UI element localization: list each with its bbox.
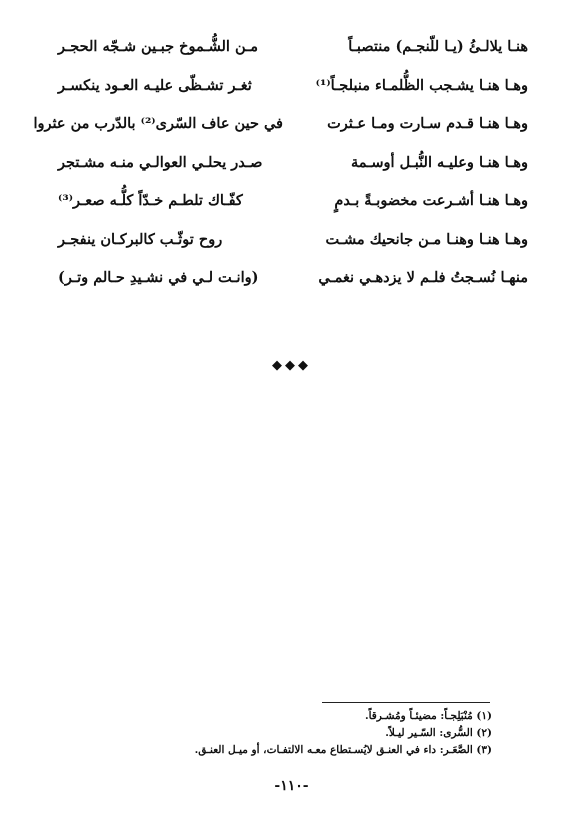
verse-3 xyxy=(33,111,528,150)
section-separator: ◆◆◆ xyxy=(272,358,311,373)
verse-7-first-hemistich: منهـا نُسـجتُ فلـم لا يزدهـي نغمـي xyxy=(318,269,528,286)
verse-6-second-hemistich: روح توثّـب كالبركـان ينفجـر xyxy=(58,230,223,248)
verse-3-first-hemistich: وهـا هنـا قـدم سـارت ومـا عـثرت xyxy=(327,115,528,132)
footnote-3: (٣) الصَّعَـر: داء في العنـق لايُسـتطاع معـه الالتفـات، أو ميـل العنـق. xyxy=(194,744,492,756)
verse-1-first-hemistich: هنـا يلالـئُ (يـا للّنجـم) منتصبـاً xyxy=(348,38,528,55)
verse-4 xyxy=(58,150,528,189)
verse-2-second-hemistich: ثغـر تشـظّى عليـه العـود ينكسـر xyxy=(58,76,252,94)
verse-4-second-hemistich: صـدر يحلـي العوالـي منـه مشـتجر xyxy=(58,153,263,171)
verse-5 xyxy=(58,188,528,227)
verse-1-second-hemistich: مـن الشُّـموخ جبـين شـجّه الحجـر xyxy=(58,38,259,55)
verse-7-second-hemistich: (وانـت لـي في نشـيدِ حـالم وتـر) xyxy=(58,269,259,286)
verse-7 xyxy=(58,265,528,304)
verse-2 xyxy=(58,73,528,112)
verse-2-first-hemistich: وهـا هنـا يشـجب الظُّلمـاء منبلجـاً⁽¹⁾ xyxy=(315,76,528,94)
verse-1 xyxy=(58,34,528,73)
verse-5-first-hemistich: وهـا هنـا أشـرعت مخضوبـةً بـدمٍ xyxy=(334,192,528,209)
verse-4-first-hemistich: وهـا هنـا وعليـه النُّبـل أوسـمة xyxy=(350,153,528,171)
verse-6-first-hemistich: وهـا هنـا وهنـا مـن جانحيك مشـت xyxy=(325,230,528,248)
poem xyxy=(33,34,528,304)
verse-5-second-hemistich: كفّـاك تلطـم خـدّاً كلُّـه صعـر⁽³⁾ xyxy=(58,192,243,209)
footnote-2: (٢) السُّرى: السّـير ليـلاً. xyxy=(385,727,492,739)
verse-3-second-hemistich: في حين عاف السّرى⁽²⁾ بالدّرب من عثروا xyxy=(33,115,283,132)
verse-6 xyxy=(58,227,528,266)
page-number: -١١٠- xyxy=(274,778,309,794)
footnote-divider xyxy=(322,702,490,703)
footnotes xyxy=(120,708,492,759)
footnote-1: (١) مُنْبَلِجـاً: مضيئـاً ومُشـرقاً. xyxy=(364,710,492,722)
